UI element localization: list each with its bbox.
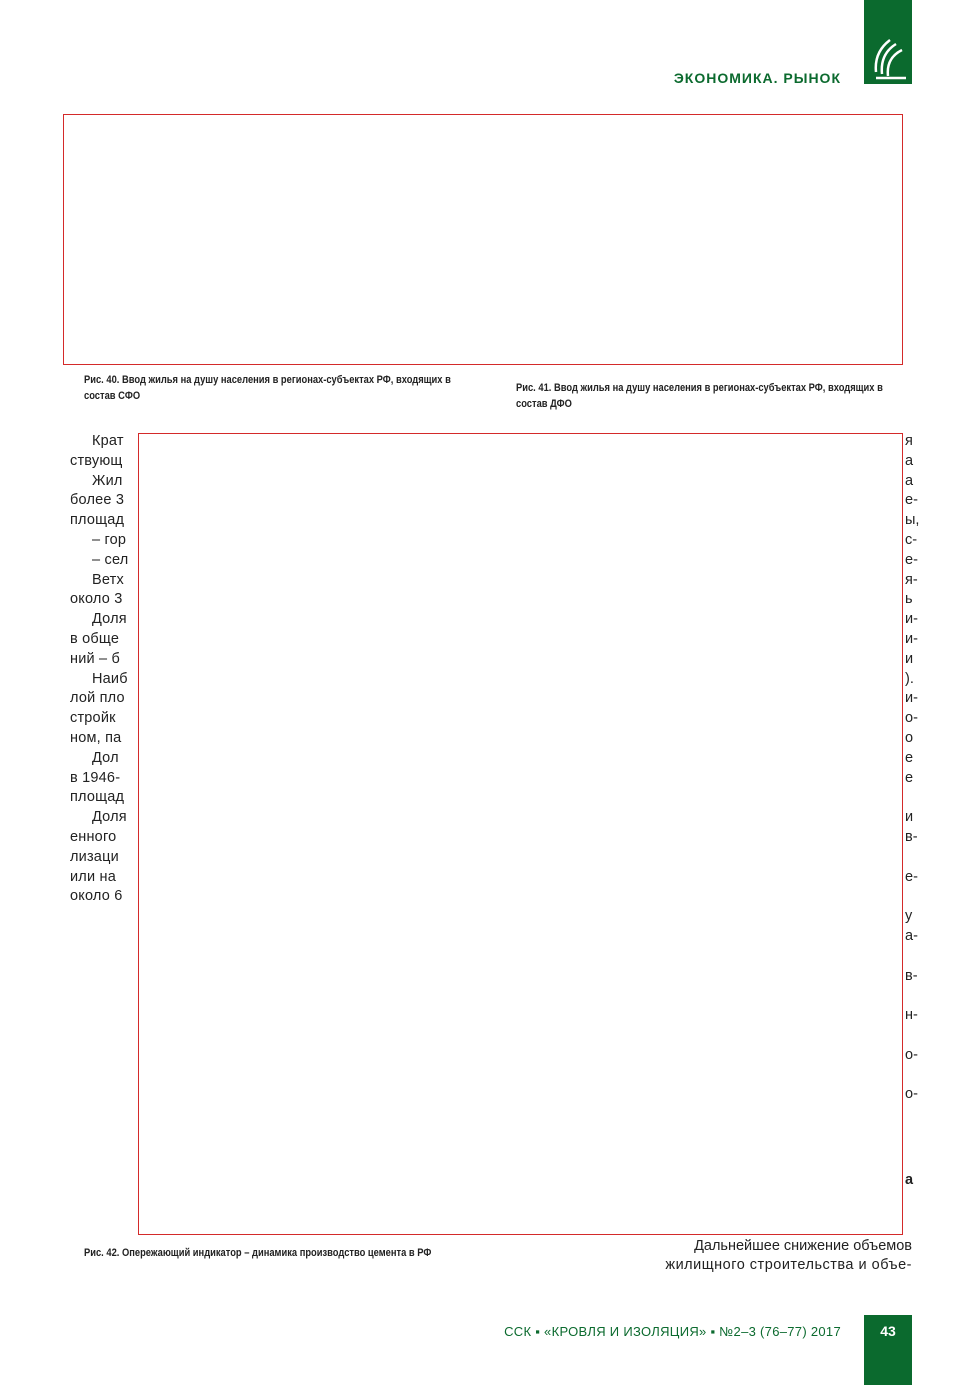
- right-text-line: е-: [905, 492, 918, 509]
- left-text-line: Дол: [92, 749, 119, 766]
- left-text-line: около 3: [70, 591, 123, 608]
- right-text-line: ).: [905, 670, 914, 687]
- right-text-line: и: [905, 650, 914, 667]
- figure-placeholder-40-41: [63, 114, 903, 365]
- footer-journal: ССК ▪ «КРОВЛЯ И ИЗОЛЯЦИЯ» ▪ №2–3 (76–77) 2017: [504, 1324, 841, 1339]
- right-text-line: Дальнейшее снижение объемов: [694, 1238, 912, 1254]
- left-text-line: енного: [70, 829, 117, 845]
- left-text-line: ний – б: [70, 650, 121, 667]
- right-text-line: я-: [905, 571, 918, 588]
- left-text-line: около 6: [70, 888, 123, 905]
- left-text-line: – гор: [92, 532, 127, 548]
- right-text-line: е-: [905, 551, 918, 568]
- right-text-line: е: [905, 769, 914, 786]
- left-text-line: Доля: [92, 611, 127, 628]
- right-text-line: у: [905, 908, 913, 925]
- left-text-line: Жил: [92, 472, 123, 489]
- left-text-line: в обще: [70, 631, 120, 647]
- right-text-line: я: [905, 433, 913, 449]
- right-text-line: о: [905, 730, 914, 746]
- right-text-line: е: [905, 749, 914, 766]
- left-text-line: стройк: [70, 710, 116, 727]
- right-text-line: и-: [905, 631, 918, 647]
- figure-41-caption: Рис. 41. Ввод жилья на душу населения в регионах-субъектах РФ, входящих в состав ДФО: [516, 382, 883, 410]
- right-text-line: и-: [905, 611, 918, 628]
- left-text-line: площад: [70, 512, 125, 529]
- left-text-line: Крат: [92, 433, 124, 449]
- right-text-line: н-: [905, 1007, 918, 1024]
- left-text-line: Наиб: [92, 670, 128, 687]
- left-text-line: Доля: [92, 809, 127, 826]
- right-text-line: с-: [905, 532, 918, 548]
- figure-placeholder-42: [138, 433, 903, 1235]
- left-text-line: лой пло: [70, 690, 125, 707]
- left-text-line: лизаци: [70, 848, 119, 865]
- left-text-line: в 1946-: [70, 769, 121, 786]
- left-text-line: Ветх: [92, 571, 124, 588]
- right-text-line: и: [905, 809, 914, 826]
- right-text-line: а-: [905, 928, 918, 944]
- right-text-line: о-: [905, 710, 918, 727]
- right-text-line: а: [905, 452, 914, 469]
- section-title: ЭКОНОМИКА. РЫНОК: [673, 70, 841, 86]
- page-number: 43: [880, 1323, 896, 1339]
- left-text-line: или на: [70, 868, 116, 885]
- left-text-line: площад: [70, 789, 125, 806]
- figure-40-caption: Рис. 40. Ввод жилья на душу населения в регионах-субъектах РФ, входящих в состав СФО: [84, 374, 451, 402]
- right-text-line: о-: [905, 1046, 918, 1063]
- figure-42-caption: Рис. 42. Опережающий индикатор – динамика производство цемента в РФ: [84, 1247, 432, 1259]
- right-text-line: в-: [905, 967, 918, 984]
- right-text-line: ь: [905, 591, 913, 608]
- left-text-line: ном, па: [70, 730, 122, 746]
- left-text-line: – сел: [92, 551, 129, 568]
- right-heading-fragment: а: [905, 1172, 914, 1188]
- right-text-line: ы,: [905, 512, 920, 529]
- left-text-line: ствующ: [70, 452, 123, 469]
- right-text-line: жилищного строительства и объе-: [665, 1257, 912, 1273]
- right-text-line: в-: [905, 829, 918, 845]
- leaf-logo-icon: [864, 0, 912, 84]
- left-text-line: более 3: [70, 492, 125, 509]
- right-text-line: е-: [905, 868, 918, 885]
- right-text-line: и-: [905, 690, 918, 707]
- right-text-line: а: [905, 472, 914, 489]
- logo-tab: [864, 0, 912, 84]
- right-text-line: о-: [905, 1086, 918, 1103]
